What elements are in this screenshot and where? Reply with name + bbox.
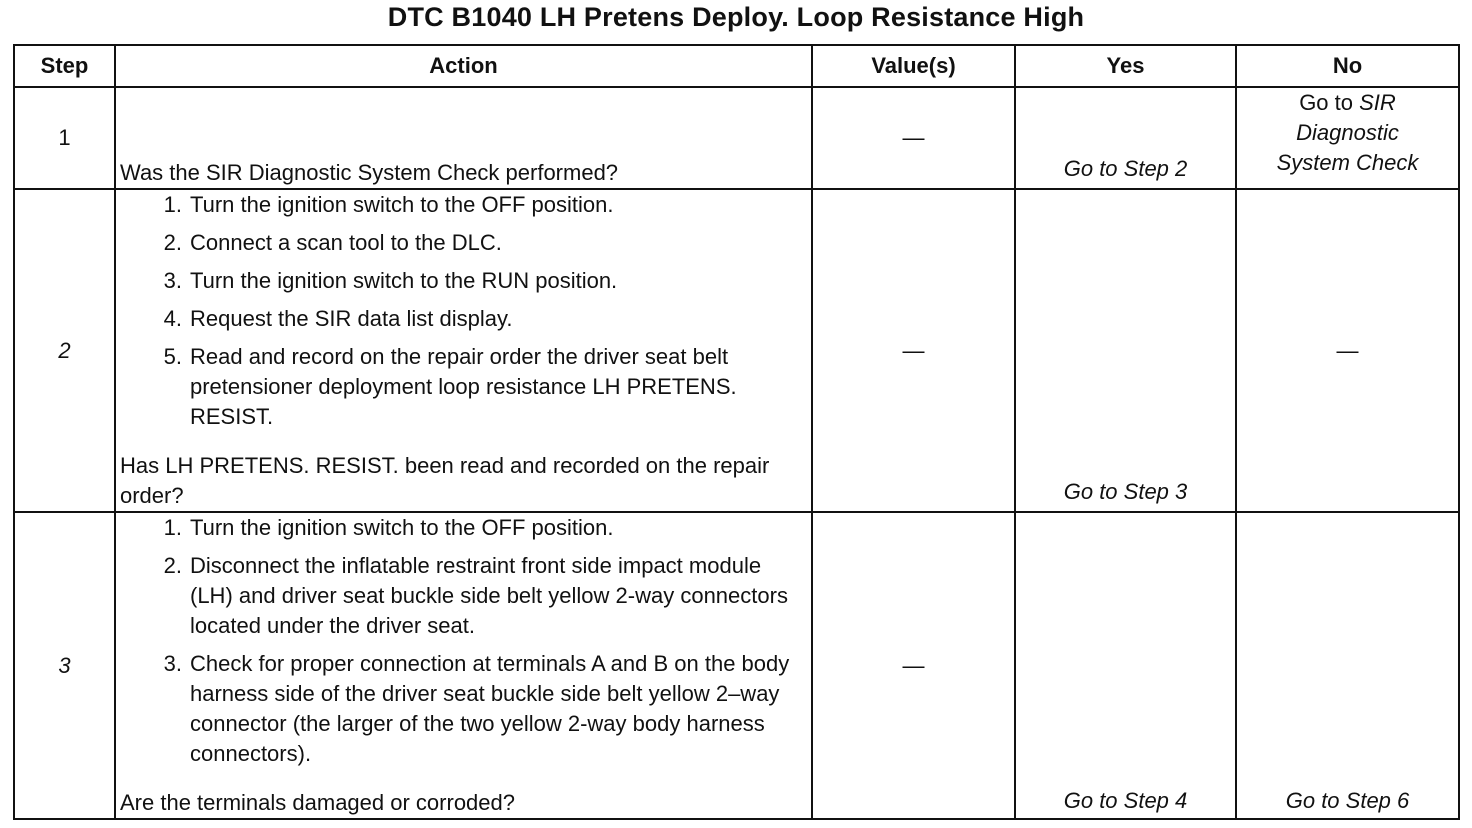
action-cell — [115, 87, 812, 189]
action-cell — [115, 189, 812, 512]
action-steps-list — [120, 513, 805, 777]
no-cell: — — [1236, 189, 1459, 512]
no-prefix: Go to — [1299, 90, 1353, 115]
value-cell: — — [812, 512, 1015, 819]
step-number: 2 — [14, 189, 115, 512]
list-item: 1. Turn the ignition switch to the OFF position. — [163, 192, 614, 218]
yes-cell[interactable]: Go to Step 2 — [1015, 87, 1236, 189]
list-item: 3. Check for proper connection at terminals A and B on the body harness side of the driver seat buckle side belt yellow 2–way connector (the larger of the two yellow 2-way body harness connectors). — [163, 651, 790, 767]
action-question: Was the SIR Diagnostic System Check performed? — [120, 160, 619, 186]
list-item: 4. Request the SIR data list display. — [163, 306, 513, 332]
no-link-part[interactable]: Diagnostic — [1296, 120, 1399, 145]
no-link-part[interactable]: System Check — [1276, 150, 1419, 175]
step-number: 1 — [14, 87, 115, 189]
header-step: Step — [14, 45, 115, 87]
header-values: Value(s) — [812, 45, 1015, 87]
list-item: 1. Turn the ignition switch to the OFF position. — [163, 515, 614, 541]
header-no: No — [1236, 45, 1459, 87]
header-yes: Yes — [1015, 45, 1236, 87]
header-action: Action — [115, 45, 812, 87]
diagnostic-table — [13, 44, 1460, 820]
value-cell: — — [812, 87, 1015, 189]
value-cell: — — [812, 189, 1015, 512]
list-item: 3. Turn the ignition switch to the RUN position. — [163, 268, 618, 294]
action-steps-list — [120, 190, 805, 440]
list-item: 2. Connect a scan tool to the DLC. — [163, 230, 502, 256]
list-item: 5. Read and record on the repair order the driver seat belt pretensioner deployment loop resistance LH PRETENS. RESIST. — [163, 344, 737, 430]
action-question: Are the terminals damaged or corroded? — [120, 790, 515, 815]
page-title: DTC B1040 LH Pretens Deploy. Loop Resistance High — [387, 2, 1085, 32]
table-row — [14, 512, 1459, 819]
table-header-row — [14, 45, 1459, 87]
no-link-part[interactable]: SIR — [1359, 90, 1396, 115]
step-number: 3 — [14, 512, 115, 819]
table-row — [14, 189, 1459, 512]
table-row — [14, 87, 1459, 189]
yes-cell[interactable]: Go to Step 4 — [1015, 512, 1236, 819]
action-question: Has LH PRETENS. RESIST. been read and recorded on the repair order? — [120, 453, 770, 509]
no-cell[interactable] — [1236, 87, 1459, 189]
yes-cell[interactable]: Go to Step 3 — [1015, 189, 1236, 512]
no-cell[interactable]: Go to Step 6 — [1236, 512, 1459, 819]
list-item: 2. Disconnect the inflatable restraint front side impact module (LH) and driver seat buckle side belt yellow 2-way connectors located under the driver seat. — [163, 553, 788, 639]
action-cell — [115, 512, 812, 819]
